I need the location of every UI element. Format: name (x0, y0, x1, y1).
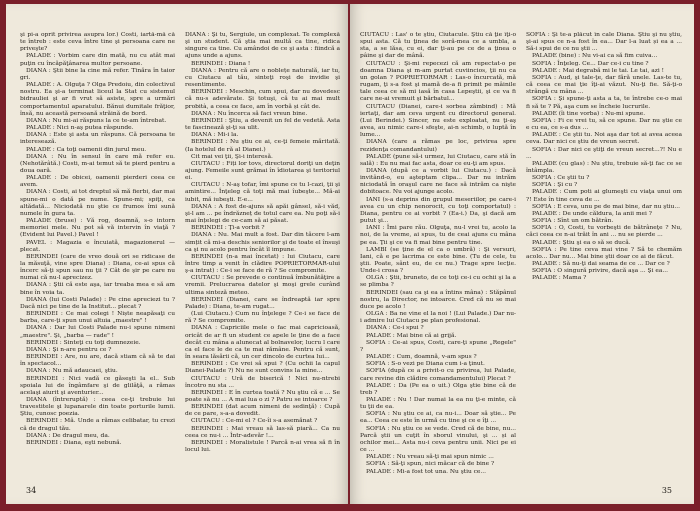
dialogue-paragraph: CIUTACU (Dianei, care-i sorbea zâmbind) : Mă iertaţi, dar am ceva urgent cu directorul general. (Lui Berindei.) Sincer, nu este exploatat, nu ţi-aş avea, au nimic care-i sfeşte, ai-n schimb, o luptă în lume... (360, 103, 516, 139)
dialogue-paragraph: BERINDEI : Are, nu are, dacă stiam că să te dai în spectacol... (20, 354, 175, 368)
dialogue-paragraph: DIANA : Nu mă adaucaei, ştiu. (26, 368, 118, 375)
dialogue-paragraph: CIUTACU : Ură de biserică ! Nici nu-ntrebi încotro nu sta ... (185, 375, 340, 389)
dialogue-paragraph: BERINDEI (care de vreo două ori se ridicase de la măsuţă, vine spre Diana) : Diana, ce-ai spus că încerc să-ţi spun sau nu ţii ? Cât de şir pe care nu numai că nu-l aprecizez. (20, 253, 175, 282)
dialogue-paragraph: PALADE : De obicei, oamenii pierderi ceea ce avem. (20, 175, 175, 189)
dialogue-paragraph: BERINDEI : Diana ! (191, 60, 251, 67)
dialogue-paragraph: PALADE : Ştiu şi ea o să se ducă. (532, 239, 631, 246)
dialogue-paragraph: PALADE : Cum poti ai glumeşti cu viaţa unui om ?! Este în tine ceva de ... (526, 189, 682, 203)
dialogue-paragraph: BERINDEI (Dianei, care se îndreaptă iar spre Palade) : Diana, te-am rugat... (185, 296, 340, 310)
dialogue-paragraph: DIANA (lui Costi Palade) : Pe cine apreciezi tu ? Dacă nici pe tine de la Institut... plecat ? (20, 296, 175, 310)
dialogue-paragraph: DIANA : Ştii că este aşa, iar treaba mea e să am bine în voia ta. (20, 282, 175, 296)
dialogue-paragraph: DIANA : Şi n-are pentru ce ? (26, 346, 112, 353)
dialogue-paragraph: Cit mai vei ţii, Şi-i interesă. (191, 153, 273, 160)
dialogue-paragraph: PALADE : Nu vreau să-ţi mai spun nimic ... (366, 454, 494, 461)
dialogue-paragraph: PALADE : Mai degrabă mi le tai. Le tai, azi ! (532, 67, 665, 74)
dialogue-paragraph: BERINDEI : Sinteţi cu toţi dumnezeie. (26, 339, 141, 346)
dialogue-paragraph: PAVEL : Magazia e încuiată, magazionerul — plecat. (20, 239, 175, 253)
dialogue-paragraph: SOFIA : Sînt un om bătrân. (532, 218, 614, 225)
right-page-column-1 (360, 32, 516, 478)
dialogue-paragraph: BERINDEI : Mă. Unde a rămas celibatar, tu crezi că de dragul tău. (20, 418, 175, 432)
dialogue-paragraph: SOFIA : Şi cu ? (532, 182, 578, 189)
dialogue-paragraph: SOFIA : Şi spune-ţi asta a ta, te întrebe ce-o mai fi să te ? Pă, aşa cum se încheie lucrurile. (526, 96, 682, 110)
dialogue-paragraph: PALADE (pune să-i urmez, lui Ciutacu, care stă în sală) : Eu nu mai fac asta, doar ce eu-ţi am spus. (360, 153, 516, 167)
dialogue-paragraph: SOFIA : Ce ştii tu ? (532, 175, 590, 182)
dialogue-paragraph: SOFIA : Înţeleg. Ce... Dar ce-i cu tine ? (532, 60, 649, 67)
dialogue-paragraph: CIUTACU : Ce-mi el ? Ce-îi s-a asemănat ? (191, 418, 318, 425)
right-page-column-2 (526, 32, 682, 478)
dialogue-paragraph: PALADE : Cum, doamnă, v-am spus ? (366, 354, 477, 361)
dialogue-paragraph: CIUTACU : Se prevede o continuă îmbunătăţire a vremii. Prelucrarea datelor şi moşi grele curând ultima sinteză meteo. (185, 275, 340, 296)
dialogue-paragraph: PALADE (cu glas) : Nu ştiu, trebuie să-ţi fac ce se întâmpla. (526, 160, 682, 174)
dialogue-paragraph: BERINDEI (sau ca şi ea a întins mâna) : Stăpânul nostru, la Director, ne intoarce. Cred că nu se mai duce pe acolo ! (360, 289, 516, 310)
dialogue-paragraph: BERINDEI (n-a mai încetat) : lui Ciutacu, care între timp a venit în clădire POPRIETORMAR-ului ş-a intrat) : Ce-i se face de ră ? Se compromite. (185, 253, 340, 275)
dialogue-paragraph: OLGA : Ştii, bruneto, de ce toţi ce-i cu ochii şi la a se plimba ? (360, 275, 516, 289)
dialogue-paragraph: OLGA : Ba ne vine el la noi ! (Lui Palade.) Dar nu-i admire lui Ciutacu pe plan profesional. (360, 311, 516, 325)
dialogue-paragraph: SOFIA : Şi te-a plăcut în cale Diana. Ştiu şi nu ştiu, şi-ai spus ce n-a fost în ea... Dar l-a luat și ea a ... Să-i spui de ce nu ştii ... (526, 32, 682, 53)
dialogue-paragraph: PALADE : De unde căldura, la anii mei ? (532, 210, 652, 217)
dialogue-paragraph: DIANA : Mi-i la. (191, 132, 239, 139)
page-number-right: 35 (661, 486, 672, 495)
dialogue-paragraph: DIANA : Ştii bine la cine mă refer. Tinăra în taior gri. (20, 67, 175, 81)
dialogue-paragraph: SOFIA : Nu ştiu ce ai, ca nu-i... Doar să ştie... Pe ea... Ceea ce este în urmă cu tine şi ce e îţi ... (360, 411, 516, 425)
dialogue-paragraph: PALADE : Nici n-aş putea răspunde. (26, 125, 134, 132)
dialogue-paragraph: DIANA (după ce a vorbit lui Ciutacu.) : Dacă invitând-o, eu aşteptam clipa... Dar nu intrăm niciodată în oraşul care ne face să intrăm ca nişte dobitoace. Nu voi ajunge acolo. (360, 167, 516, 196)
dialogue-paragraph: BERINDEI : Nici vadă ce găseşti la el.. Sub spoiala lui de îngâmfare şi de glilâţă, a rămas acelaşi aiurit şi aventurier... (20, 375, 175, 396)
dialogue-paragraph: SOFIA : Nu ştiu ce se vede. Cred că de bine, nu... Parcă ştii un cuţit în sborul vinului, şi ... și al ochilor mei... Asta nu-i ceva pentru unii. Nici pe ei ce ... (360, 425, 516, 454)
dialogue-paragraph: SOFIA (după ce a privit-o cu privirea, lui Palade, care revine din clădire comandamentului) Plecat ? (360, 368, 516, 382)
dialogue-paragraph: CIUTACU : Şi-mi repecezi că am repectat-o pe doamna Diana şi m-am purtat cuviincios, ţii nu ca un golan ? POPRIETORMAR : Las-o încurcată, mă rugam, ţi s-a fost şi mamă de-a fi primit pe mâinile tale ceea ce să mi iasă în casa Lepeştii, şi ce va fi care ne-ai vremuit şi bărbatul... (360, 60, 516, 103)
dialogue-paragraph: CIUTACU : Fiți lor tovs, directorul doriţi un deţin ajung. Femeile sunt grămai în îdiotarea şi teritoriul ei. (185, 160, 340, 182)
dialogue-paragraph: PALADE (bruse) : Vă rog, doamnă, s-o intorn memoriei mele. Nu pot să vă intervin în viaţă ? (Evident lui Pavel.) Pavel ! (20, 218, 175, 239)
dialogue-paragraph: PALADE : Nu ! Dar numai la ea nu ţi-e minte, că tu ţii de ea. (360, 396, 516, 411)
dialogue-paragraph: PALADE : Mai bine că ai grijă. (366, 332, 457, 339)
dialogue-paragraph: şi pi-a oprit privirea asupra lor.) Costi, iartă-mă că te întreb : este ceva între tine şi persoana care ne priveşte? (20, 32, 175, 53)
dialogue-paragraph: BERINDEI : Moralistule ! Parcă n-ai vrea să fi în locul lui. (185, 439, 340, 454)
dialogue-paragraph: PALADE (îi tine vorba) : Nu-mi spune. (532, 110, 646, 117)
dialogue-paragraph: DIANA : De dragul meu, da. (26, 432, 110, 439)
dialogue-paragraph: SOFIA : Fi ce vrei tu, să ce spune. Dar nu ştie ce e cu ea, ce s-a dus ... (526, 117, 682, 132)
dialogue-paragraph: BERINDEI : Ştiu, a devenit un fel de vedetă. Asta te fascinează şi-ţi sa ulit. (185, 117, 340, 132)
right-page (350, 4, 694, 504)
dialogue-paragraph: (Lui Ciutacu.) Cum nu înţelege ? Ce-i se face de ră ? Se compromite. (185, 311, 340, 325)
dialogue-paragraph: PALADE : Mama ? (532, 275, 587, 282)
left-page-columns (20, 32, 340, 478)
dialogue-paragraph: SOFIA : Aud, şi tale-ţe, dar fără unele. Las-te tu, că ceea ce mai ţie îţi-ai văzut. Nu-ţi fie. Să-ţi-o strângă cu mâna ... (526, 74, 682, 96)
dialogue-paragraph: BERINDEI : Nu ştiu ce ai, ce-ţi femeie măritată. (Ia hotelul de ră al Dianei.) (185, 139, 340, 153)
dialogue-paragraph: PALADE : Mi-a fost tot una. Nu ştiu ce... (366, 468, 487, 475)
dialogue-paragraph: BERINDEI : Meschin, cum spui, dar nu dovedesc că nu-s adevărate. Şi totuşi, că tu ai mai mult probità, a ceea ce face, am în vorbă și cât de. (185, 89, 340, 110)
dialogue-paragraph: DIANA : Nu mi-ai răspuns la ce te-am întrebat. (26, 117, 167, 124)
left-page (6, 4, 348, 504)
dialogue-paragraph: BERINDEI : Ce mai colegi ! Niște neapăsaţi cu barba, care-ţi spun unui altuia „maestre" ! (20, 311, 175, 325)
dialogue-paragraph: DIANA : Dar lui Costi Palade nu-i spune nimeni „maestre". Şi, „barba — rade" ! (20, 325, 175, 339)
dialogue-paragraph: DIANA : Costi, ai tot dreptul să mă fierbi, dar mai spune-mi o dată pe nume. Spune-mi; spiţi, ca altădată... Niciodată nu ştie ce frumos îmi sună numele în gura ta. (20, 189, 175, 217)
dialogue-paragraph: PALADE : Da (Pe ea o uit.) Olga ştie bine că de treb ? (360, 382, 516, 396)
dialogue-paragraph: PALADE : Să nu-ţi dai seama de ce ... Dar ce ? (532, 261, 670, 267)
dialogue-paragraph: DIANA : Este şi asta un răspuns. Că persoana te interesează. (20, 132, 175, 146)
dialogue-paragraph: BERINDEI : Ţi-a vorbit ? (191, 225, 265, 232)
dialogue-paragraph: BERINDEI : E în curtea toată ? Nu ştiu că e ... Se poate să nu ... A mai lua o zi ? Patru se intoarce ? (185, 389, 340, 403)
dialogue-paragraph: LAMBI (se ţine de el ca o umbră) : Şi versuri, Iani, că e pe lacrima ce este bine. (Tu de cele, tu ştii. Poate, sânt eu, de ce nu.) Trage spre lecţie. Unde-i crosa ? (360, 246, 516, 275)
dialogue-paragraph: SOFIA : Pe tine ceva mai vine ? Să te chemăm acolo... Dar nu... Mai bine ştii doar ce ai de făcut. (526, 246, 682, 260)
dialogue-paragraph: DIANA : Şi tu, Sergiule, un complexat. Te complexă şi un student. Că ştia mai multă ca tine, ridica singure ca tine. Cu amândoi de ce şi asta : fiindcă a ajuns unde a ajuns. (185, 32, 340, 60)
dialogue-paragraph: SOFIA : S-o vezi pe Diana cum i-a ţinut. (366, 361, 485, 368)
dialogue-paragraph: BERINDEI : Diana, eşti nebună. (26, 439, 122, 446)
dialogue-paragraph: DIANA : Nu. Mai mult a fost. Dar din tăcere l-am simțit că mi-a deschis seniorilor şi de toate el însuşi ca şi nu acolo pentru încât îl impune. (185, 232, 340, 253)
dialogue-paragraph: DIANA (care a rămas pe loc, privirea spre rezidenţa comandantului) (360, 139, 516, 153)
dialogue-paragraph: CIUTACU : N-aş tofar, îmi spune ce tu l-cazi, ţii şi amintire... Înţeleg că toţi mă mai îubeşte... Mă-ai iubit, mă iubeşti. E-e... (185, 182, 340, 203)
dialogue-paragraph: BERINDEI : Ce vrei să spui ? (Cu ochii la capul Dianei-Palade ?) Nu ne sunt convins la mine... (185, 361, 340, 375)
dialogue-paragraph: PALADE : Ce ştii tu. Noi aşa dar tot ai avea aceea ceva. Dar nici ce ştiu de vreun secret. (526, 132, 682, 146)
left-page-column-2 (185, 32, 340, 478)
left-page-column-1 (20, 32, 175, 478)
dialogue-paragraph: IANI : Îmi pare rău. Olguţa, nu-l vrei tu, acolo la noi, de la vreme, ai spus, tu de ceai ajuns cu mâna pe ea. Ţii şi ce va fi mai bine pentru tine. (360, 225, 516, 246)
dialogue-paragraph: DIANA : Ce-i spui ? (366, 325, 424, 332)
dialogue-paragraph: SOFIA : Ce-ai spus, Costi, care-ţi spune „Regele" ? (360, 339, 516, 353)
dialogue-paragraph: PALADE : A. Olguţa ? Olga Predoiu, din colectivul nostru. Ea şi-a terminat liceul la Stat cu sistemul bidrauliei şi ar fi vrut să asiste, spre a urmări comportamentul aparatului. Bănui dumitale frăţior, însă, nu această persoană străină de bord. (20, 82, 175, 117)
dialogue-paragraph: DIANA : Pentru că are o noblețe naturală, iar tu, cu Ciutacu al tău, sinteţi roşi de invidie şi resentimente. (185, 67, 340, 89)
dialogue-paragraph: DIANA : Capriciile mele o fac mai capricioasă, oricât de ar fi un student ce apele le ţine de a face decât cu mâna a alunecat al bolnavelor, lucru l care ca el face le de ca te mai rămâne. Pentru că sunt, în seara lăsării că, un cer dincolo de curtea lui... (185, 325, 340, 361)
dialogue-paragraph: CIUTACU : Las' o te ştiu, Ciutacule. Ştiu că ţie îţi-o spui asta. Că tu ţinea de soră-mea ce a umbla, a sta, a se lăsa, cu ei, dar ţi-au pe ce de a ţinea o pâine şi dar de mână. (360, 32, 516, 60)
dialogue-paragraph: DIANA (întreruptă) : ceea ce-ţi trebuie lui travestitele şi lupanarele din toate porturile lumii. Ştiu, cunosc poezia. (20, 396, 175, 418)
dialogue-paragraph: SOFIA : O, Costi, tu vorbeşti de bătrâneţe ? Nu, căci ceea ce n-ai trăit în ani ... nu se pierde ... (526, 225, 682, 239)
dialogue-paragraph: SOFIA : O singură privire, dacă aşa ... Şi ea... (532, 268, 668, 275)
dialogue-paragraph: PALADE : Vorbim care din mată, nu cu atât mai puţin cu încăpăţânarea multor persoane. (20, 53, 175, 67)
page-number-left: 34 (26, 486, 37, 495)
right-page-columns (360, 32, 682, 478)
dialogue-paragraph: PALADE (bine) : Nu vi-ai ca să fim cuiva... (532, 53, 658, 60)
dialogue-paragraph: IANI (s-a deprins din grupul meseriilor, pe care-i avea cu un chip nenorocit, cu toţi comportatul) : Diana, pentru ce ai vorbit ? (Ea-i.) Da, şi dacă am putut şi... (360, 196, 516, 225)
dialogue-paragraph: SOFIA : E ceva, unu pe de mai bine, dar nu ştiu... (532, 203, 680, 210)
dialogue-paragraph: BERINDEI (dat acum nimeni de sedinţă) : Cupă de ce pare, s-a-a dovedit. (185, 404, 340, 418)
dialogue-paragraph: SOFIA : Să-ţi spun, nici măcar că de bine ? (366, 461, 495, 468)
dialogue-paragraph: DIANA : A fost de-ajuns să apăi gânsel, să-i văd, şi-l am ... pe îndrăzneț de totul care ea. Nu poţi să-i mai înțelegi de ce-cam să ai păsat. (185, 203, 340, 225)
dialogue-paragraph: DIANA : Nu încerca să faci vreun bine. (191, 110, 308, 117)
dialogue-paragraph: SOFIA : Dar nici ce ştiţi de vreun secret...?! Nu e ... (526, 146, 682, 160)
dialogue-paragraph: BERINDEI : Mai vreau să las-să piară... Ca nu ceea ce nu-i ... Într-adevăr !... (185, 425, 340, 439)
dialogue-paragraph: DIANA : Nu în sensul în care mă refer eu. (Nehotărâtă.) Costi, m-ai temut să te pierd pentru a doua oară. (20, 153, 175, 174)
dialogue-paragraph: PALADE : Ca toţi oamenii din jurul meu. (26, 146, 147, 153)
